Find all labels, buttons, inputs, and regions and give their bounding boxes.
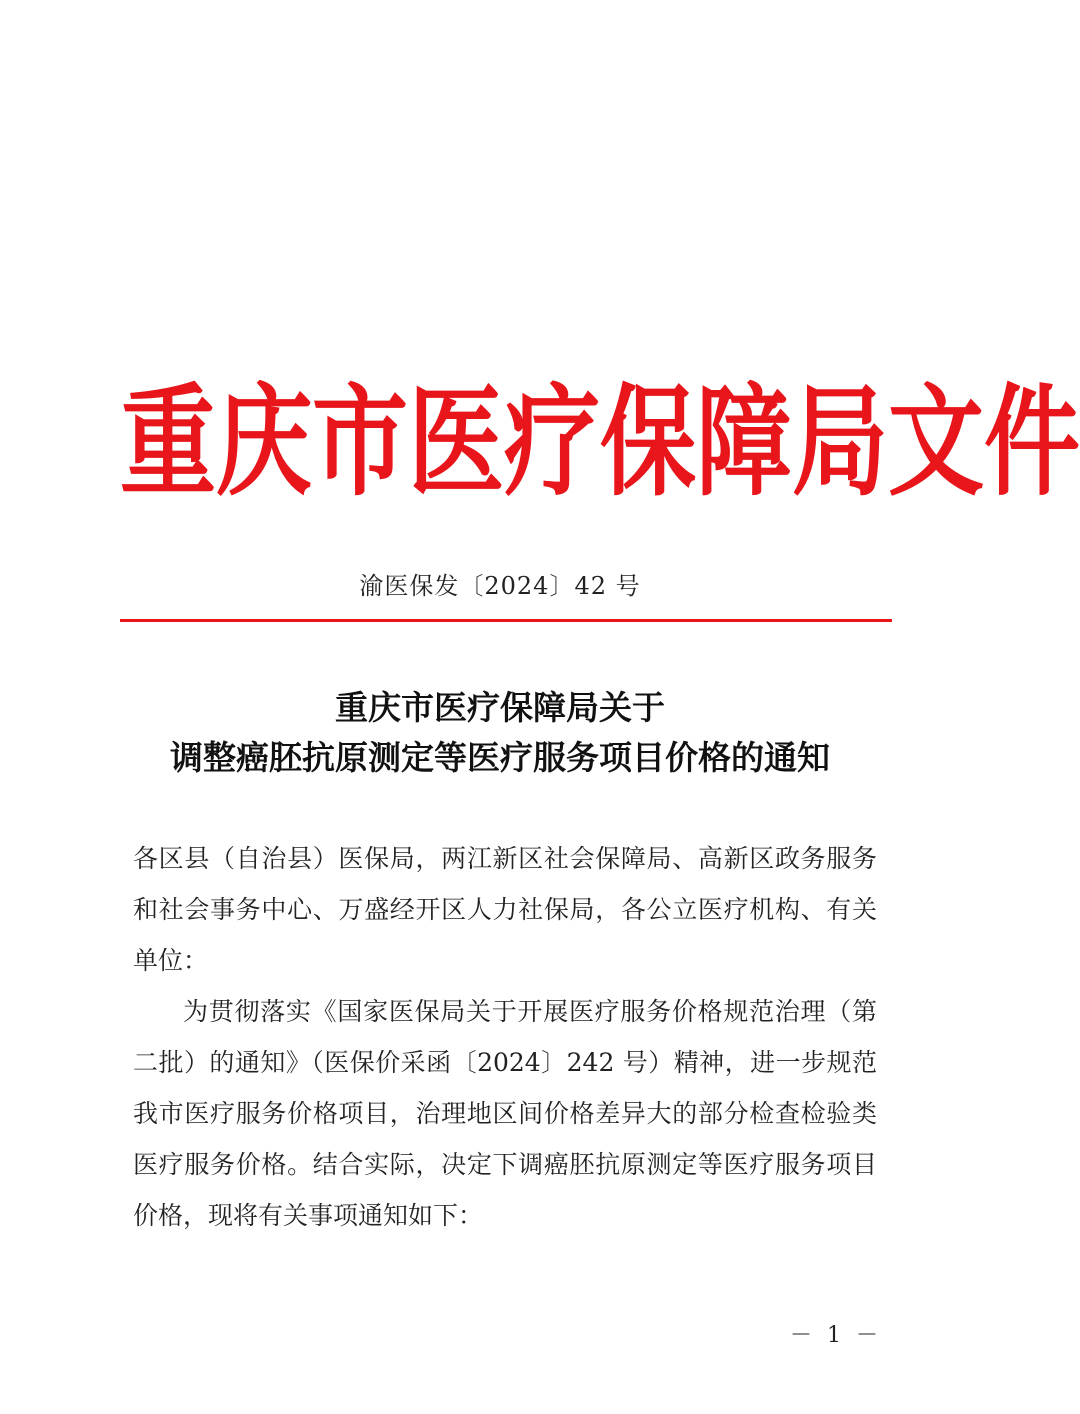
masthead-char: 障 bbox=[696, 372, 792, 512]
masthead-char: 庆 bbox=[216, 372, 312, 512]
masthead-char: 医 bbox=[408, 372, 504, 512]
masthead-char: 保 bbox=[600, 372, 696, 512]
masthead-char: 局 bbox=[792, 372, 888, 512]
masthead-char: 件 bbox=[984, 372, 1080, 512]
body-paragraph: 为贯彻落实《国家医保局关于开展医疗服务价格规范治理（第二批）的通知》（医保价采函〔2024〕242 号）精神，进一步规范我市医疗服务价格项目，治理地区间价格差异大的部分检查检验类医疗服务价格。结合实际，决定下调癌胚抗原测定等医疗服务项目价格，现将有关事项通知如下： bbox=[133, 997, 877, 1230]
document-title-line-1: 重庆市医疗保障局关于 bbox=[335, 688, 665, 727]
masthead-title bbox=[120, 355, 1080, 530]
red-divider-line bbox=[120, 619, 892, 622]
page-number: － 1 － bbox=[790, 1323, 882, 1348]
masthead-char: 文 bbox=[888, 372, 984, 512]
masthead-char: 疗 bbox=[504, 372, 600, 512]
masthead-char: 重 bbox=[120, 372, 216, 512]
masthead-char: 市 bbox=[312, 372, 408, 512]
addressee-paragraph: 各区县（自治县）医保局，两江新区社会保障局、高新区政务服务和社会事务中心、万盛经开区人力社保局，各公立医疗机构、有关单位： bbox=[133, 844, 877, 975]
document-number: 渝医保发〔2024〕42 号 bbox=[359, 572, 641, 600]
document-title-line-2: 调整癌胚抗原测定等医疗服务项目价格的通知 bbox=[170, 738, 830, 777]
